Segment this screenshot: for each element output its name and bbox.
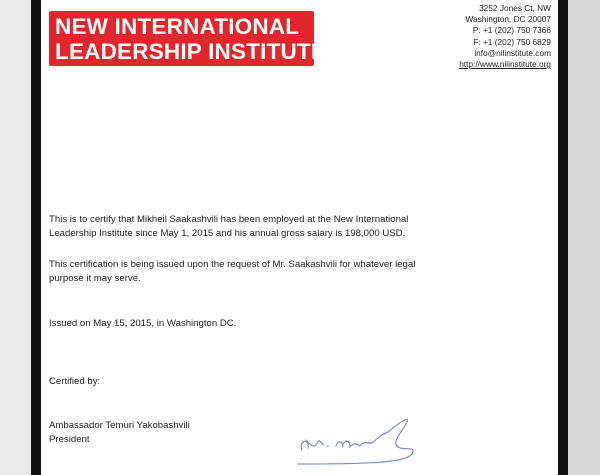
institute-logo [49, 11, 327, 66]
signatory-name: Ambassador Temuri Yakobashvili [49, 420, 190, 431]
paragraph-2-line-2: purpose it may serve. [49, 273, 141, 284]
purpose-paragraph [49, 258, 499, 286]
issued-line: Issued on May 15, 2015, in Washington DC. [49, 318, 237, 329]
paragraph-2-line-1: This certification is being issued upon the request of Mr. Saakashvili for whatever legal [49, 259, 416, 270]
paragraph-1-line-1: This is to certify that Mikheil Saakashvili has been employed at the New International [49, 214, 409, 225]
address-street: 3252 Jones Ct, NW [479, 3, 551, 13]
handwritten-signature [288, 410, 428, 470]
logo-line-1: NEW INTERNATIONAL [55, 14, 300, 39]
address-fax: F: +1 (202) 750 6829 [473, 36, 551, 47]
certification-paragraph [49, 213, 499, 241]
paragraph-1-line-2: Leadership Institute since May 1, 2015 and his annual gross salary is 198,000 USD. [49, 228, 406, 239]
address-block [459, 3, 551, 70]
address-phone: P: +1 (202) 750 7366 [472, 25, 551, 36]
signatory-block [49, 419, 190, 447]
frame-border-right [558, 0, 568, 475]
address-city: Washington, DC 20007 [465, 14, 551, 25]
frame-border-left [31, 0, 41, 475]
address-email: info@nilinstitute.com [474, 47, 551, 58]
background-edge [568, 0, 600, 475]
certified-by-label: Certified by: [49, 376, 101, 387]
logo-line-2: LEADERSHIP INSTITUTE [55, 39, 327, 64]
signatory-title: President [49, 434, 90, 445]
website-link[interactable]: http://www.nilinstitute.org [459, 59, 551, 70]
